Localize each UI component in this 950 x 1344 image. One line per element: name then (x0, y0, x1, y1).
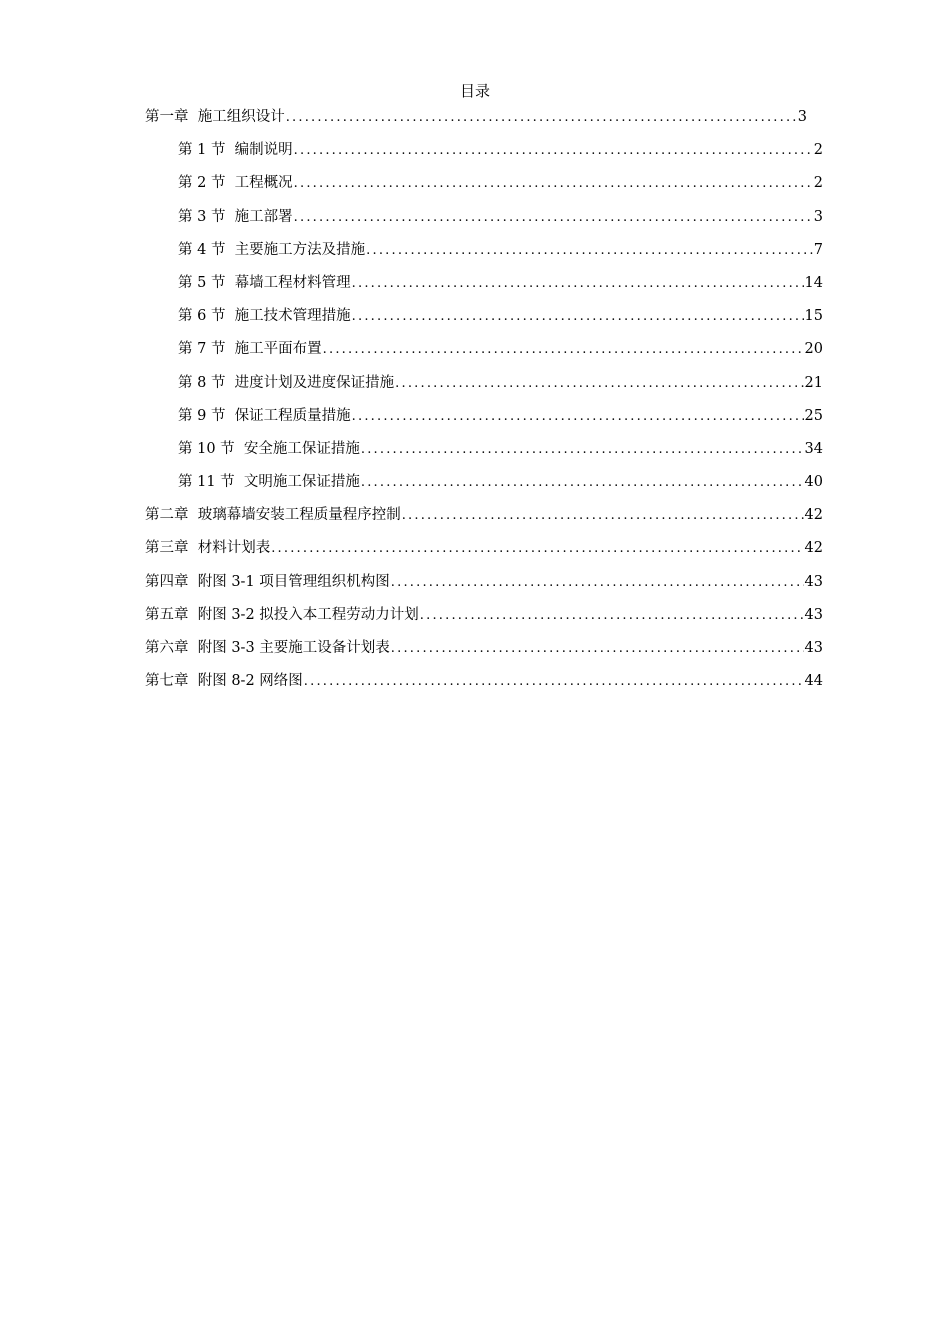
toc-entry-label: 第 5 节 幕墙工程材料管理 (178, 274, 351, 291)
dot-leader (361, 472, 804, 494)
toc-entry-page: 42 (804, 540, 823, 557)
toc-entry-label: 第六章 附图 3-3 主要施工设备计划表 (145, 640, 390, 656)
dot-leader (294, 173, 813, 195)
toc-entry-page: 3 (797, 109, 807, 125)
toc-entry[interactable] (145, 338, 823, 371)
toc-entry-label: 第一章 施工组织设计 (145, 109, 285, 125)
toc-entry-page: 40 (804, 474, 823, 491)
toc-entry-page: 15 (804, 308, 823, 325)
dot-leader (361, 439, 804, 461)
toc-entry-label: 第 3 节 施工部署 (178, 208, 293, 225)
toc-entry[interactable] (145, 305, 823, 338)
dot-leader (420, 605, 804, 627)
toc-entry-page: 43 (804, 606, 823, 623)
toc-entry-label: 第 10 节 安全施工保证措施 (178, 440, 360, 457)
dot-leader (323, 339, 804, 361)
dot-leader (366, 240, 813, 262)
toc-entry[interactable] (145, 239, 823, 272)
dot-leader (286, 107, 797, 129)
dot-leader (294, 207, 813, 229)
toc-entry[interactable] (145, 571, 823, 604)
toc-entry-page: 42 (804, 507, 823, 524)
toc-entry[interactable] (145, 139, 823, 172)
toc-entry-page: 21 (804, 374, 823, 391)
toc-entry-label: 第五章 附图 3-2 拟投入本工程劳动力计划 (145, 606, 419, 623)
toc-entry-label: 第 2 节 工程概况 (178, 175, 293, 192)
dot-leader (352, 306, 804, 328)
toc-entry-page: 20 (804, 341, 823, 358)
toc-entry-label: 第七章 附图 8-2 网络图 (145, 673, 303, 690)
toc-entry[interactable] (145, 206, 823, 239)
toc-entry[interactable] (145, 604, 823, 637)
toc-entry-page: 7 (813, 241, 823, 258)
toc-entry[interactable] (145, 537, 823, 570)
toc-entry[interactable] (145, 670, 823, 703)
toc-entry[interactable] (145, 438, 823, 471)
toc-entry[interactable] (145, 172, 823, 205)
toc-entry-page: 43 (804, 640, 823, 656)
dot-leader (391, 638, 804, 660)
toc-entry[interactable] (145, 471, 823, 504)
dot-leader (304, 671, 804, 693)
dot-leader (395, 373, 803, 395)
toc-entry-label: 第二章 玻璃幕墙安装工程质量程序控制 (145, 507, 401, 524)
toc-entry-label: 第 9 节 保证工程质量措施 (178, 407, 351, 424)
toc-entry[interactable] (145, 504, 823, 537)
toc-entry-label: 第 1 节 编制说明 (178, 142, 293, 159)
toc-entry[interactable] (145, 272, 823, 305)
toc-entry-label: 第 7 节 施工平面布置 (178, 341, 322, 358)
toc-entry-page: 2 (813, 175, 823, 192)
dot-leader (271, 538, 803, 560)
table-of-contents (145, 106, 823, 703)
toc-entry-page: 14 (804, 274, 823, 291)
toc-entry-label: 第 11 节 文明施工保证措施 (178, 474, 360, 491)
toc-entry[interactable] (145, 372, 823, 405)
toc-title: 目录 (459, 82, 490, 100)
toc-entry-label: 第 6 节 施工技术管理措施 (178, 308, 351, 325)
toc-entry[interactable] (145, 637, 823, 670)
dot-leader (391, 572, 804, 594)
toc-entry-label: 第 8 节 进度计划及进度保证措施 (178, 374, 395, 391)
toc-entry[interactable] (145, 405, 823, 438)
toc-entry-label: 第 4 节 主要施工方法及措施 (178, 241, 366, 258)
toc-entry-label: 第四章 附图 3-1 项目管理组织机构图 (145, 573, 390, 590)
toc-entry-label: 第三章 材料计划表 (145, 540, 271, 557)
dot-leader (352, 273, 804, 295)
toc-entry[interactable] (145, 106, 823, 139)
dot-leader (352, 406, 804, 428)
toc-entry-page: 43 (804, 573, 823, 590)
dot-leader (402, 505, 804, 527)
toc-entry-page: 25 (804, 407, 823, 424)
toc-entry-page: 2 (813, 142, 823, 159)
dot-leader (294, 140, 813, 162)
toc-entry-page: 44 (804, 673, 823, 690)
toc-entry-page: 3 (813, 208, 823, 225)
toc-entry-page: 34 (804, 440, 823, 457)
